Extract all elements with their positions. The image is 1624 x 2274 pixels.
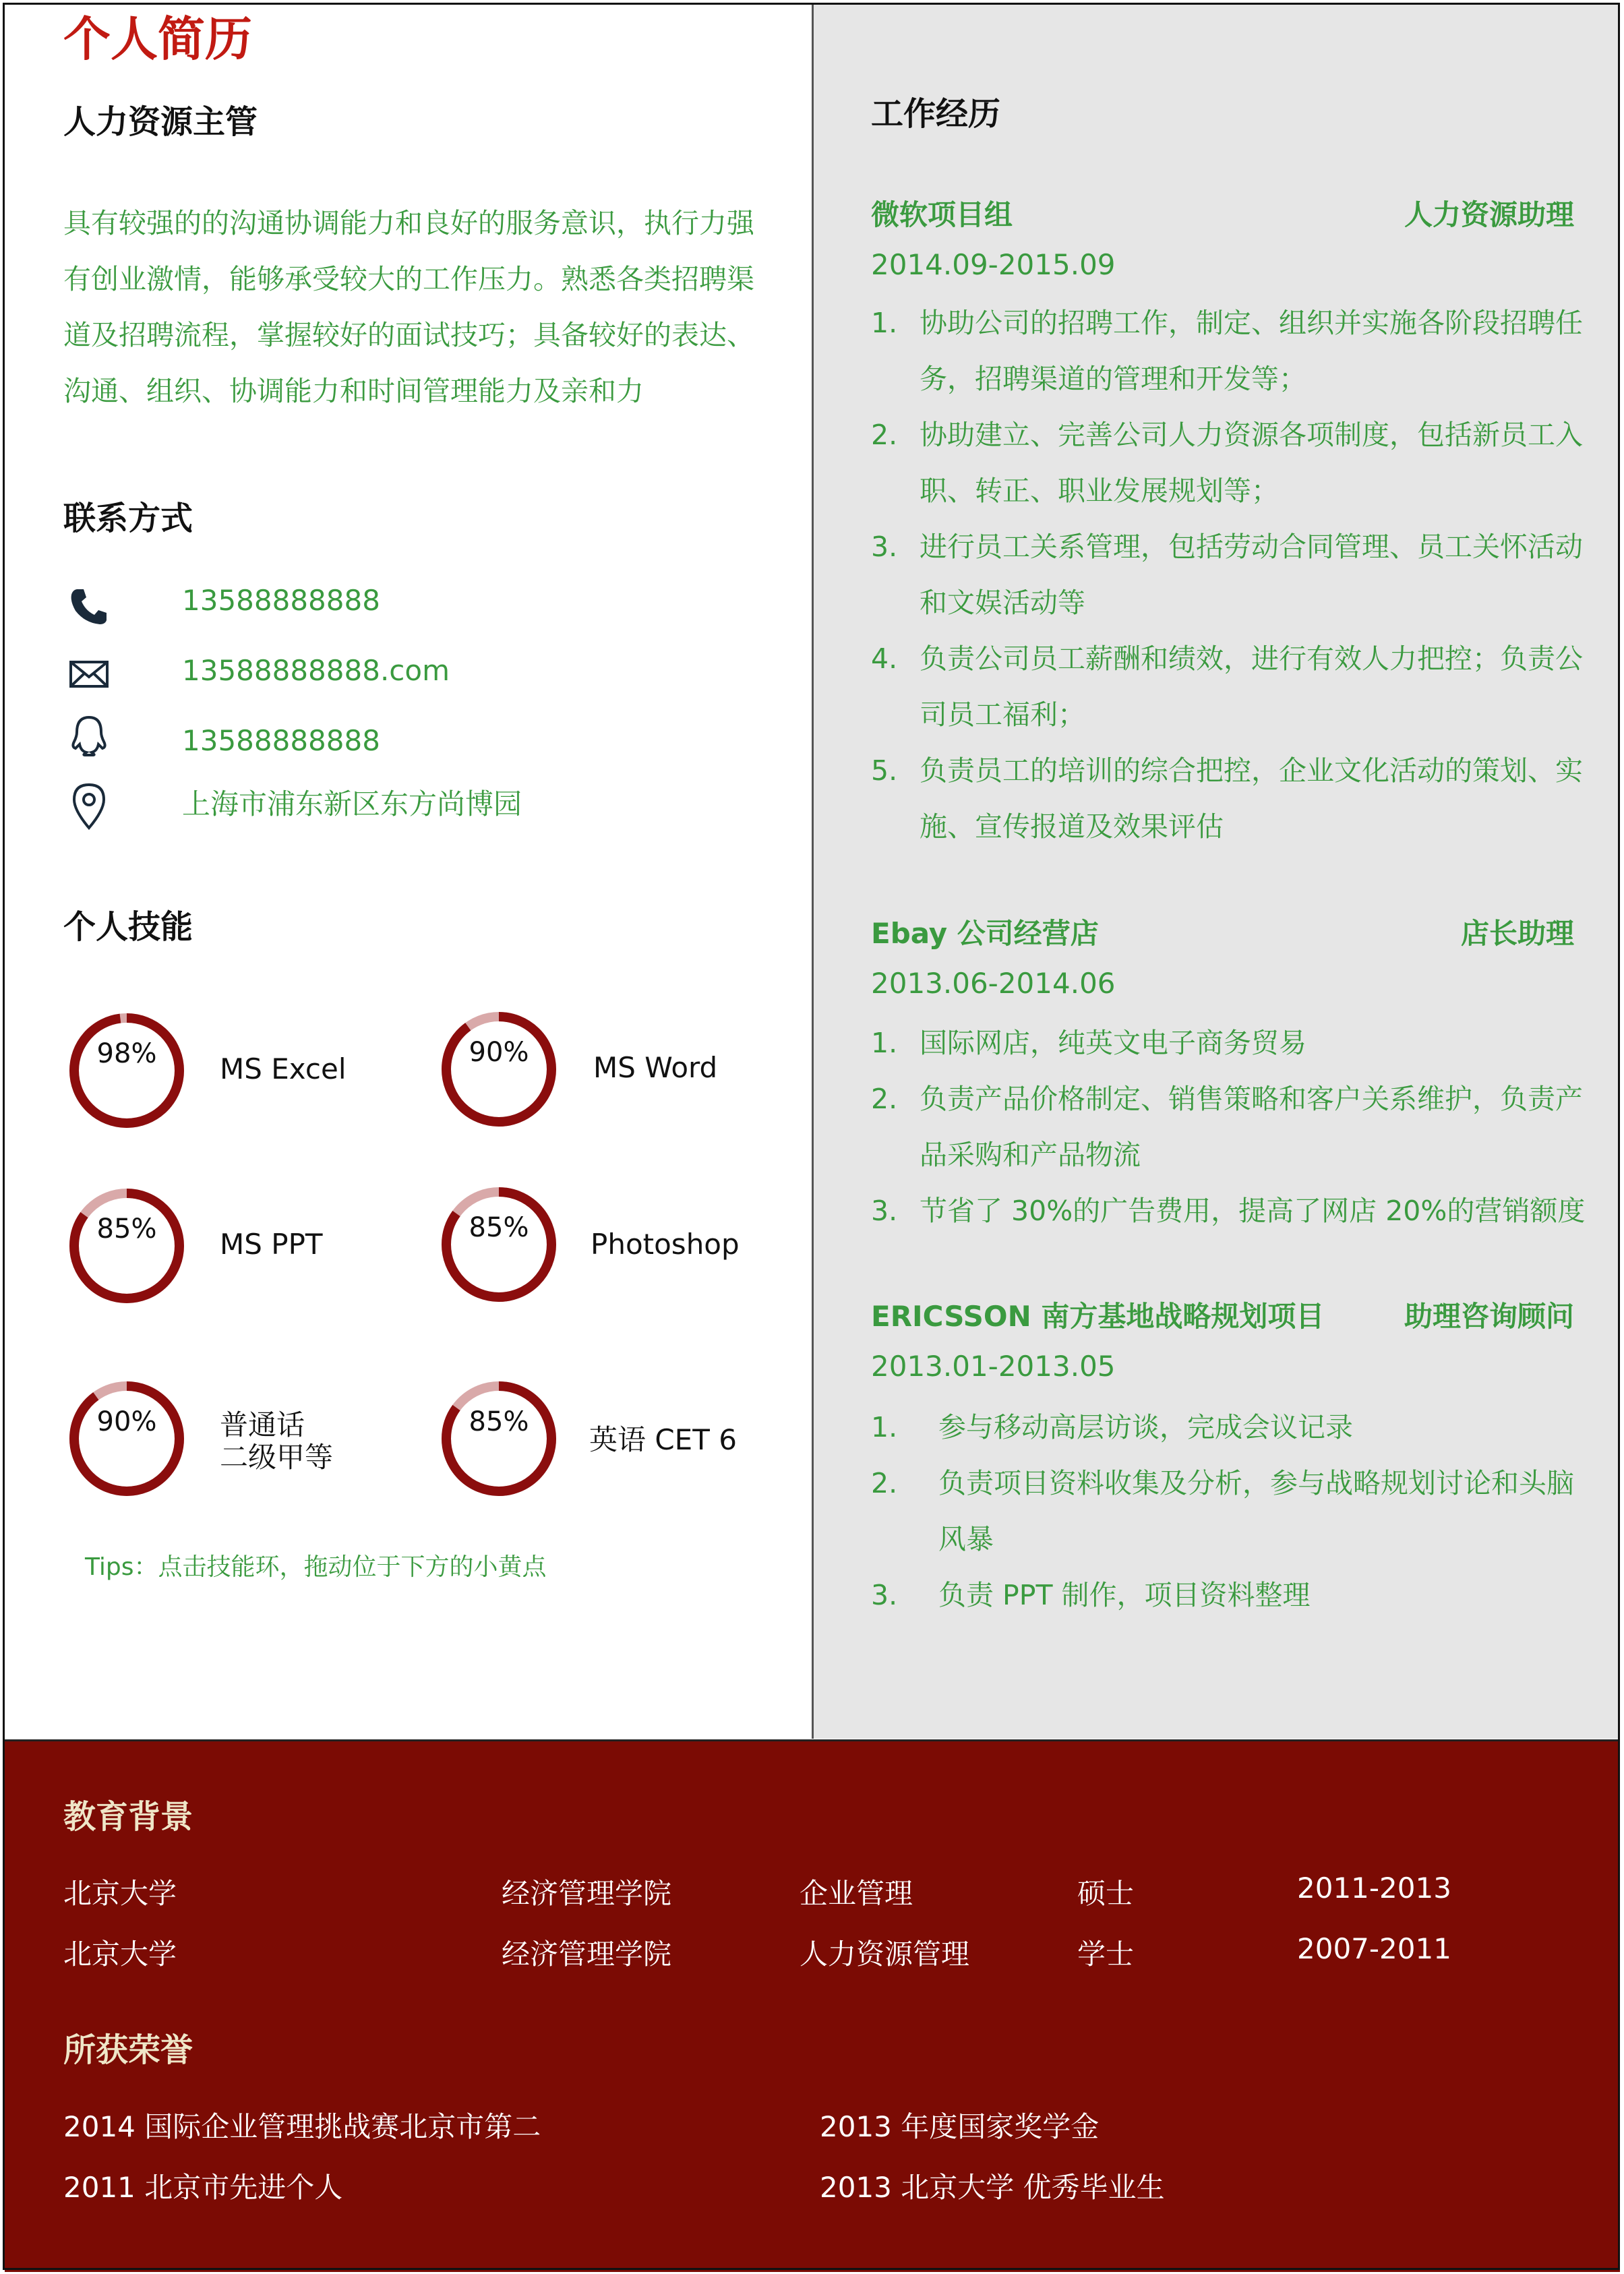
honor-item: 2014 国际企业管理挑战赛北京市第二 xyxy=(63,2110,541,2143)
location-pin-icon xyxy=(67,781,111,831)
job-date: 2013.01-2013.05 xyxy=(871,1350,1116,1383)
duty-item xyxy=(871,1015,1586,1071)
duty-text: 负责公司员工薪酬和绩效，进行有效人力把控；负责公司员工福利； xyxy=(920,642,1583,731)
duty-item xyxy=(871,1456,1586,1567)
skill-label xyxy=(591,1228,740,1261)
honor-item: 2013 北京大学 优秀毕业生 xyxy=(820,2171,1165,2204)
duty-number: 2. xyxy=(871,419,898,451)
duty-number: 1. xyxy=(871,307,898,339)
duty-item xyxy=(871,295,1586,407)
edu-years: 2011-2013 xyxy=(1297,1872,1451,1905)
honor-item: 2011 北京市先进个人 xyxy=(63,2171,343,2204)
duty-item xyxy=(871,631,1586,743)
duty-text: 协助建立、完善公司人力资源各项制度，包括新员工入职、转正、职业发展规划等； xyxy=(920,419,1583,507)
duty-number: 3. xyxy=(871,531,898,563)
skill-percent: 85% xyxy=(96,1214,157,1245)
skill-ring-progress xyxy=(74,1018,179,1123)
job-company: 微软项目组 xyxy=(871,198,1013,231)
contact-qq[interactable]: 13588888888 xyxy=(182,724,380,757)
duty-number: 4. xyxy=(871,642,898,675)
skills-tips: Tips：点击技能环，拖动位于下方的小黄点 xyxy=(85,1553,547,1581)
skill-label xyxy=(593,1052,717,1084)
job-company: ERICSSON 南方基地战略规划项目 xyxy=(871,1300,1325,1333)
edu-degree: 硕士 xyxy=(1077,1877,1135,1910)
phone-icon xyxy=(67,585,111,628)
duty-number: 5. xyxy=(871,754,898,787)
skill-label-line: MS Excel xyxy=(220,1052,347,1085)
duty-number: 1. xyxy=(871,1027,898,1059)
contact-address: 上海市浦东新区东方尚博园 xyxy=(182,787,522,820)
education-heading: 教育背景 xyxy=(63,1798,193,1836)
duty-number: 3. xyxy=(871,1195,898,1227)
duty-text: 节省了 30%的广告费用，提高了网店 20%的营销额度 xyxy=(920,1195,1586,1227)
skill-label-line: MS Word xyxy=(593,1051,718,1084)
job-duties xyxy=(871,295,1586,855)
self-summary: 具有较强的的沟通协调能力和良好的服务意识，执行力强有创业激情，能够承受较大的工作压力。熟悉各类招聘渠道及招聘流程，掌握较好的面试技巧；具备较好的表达、沟通、组织、协调能力和时间管理能力及亲和力 xyxy=(63,207,754,407)
duty-text: 负责产品价格制定、销售策略和客户关系维护，负责产品采购和产品物流 xyxy=(920,1083,1583,1171)
duty-text: 协助公司的招聘工作，制定、组织并实施各阶段招聘任务，招聘渠道的管理和开发等； xyxy=(920,307,1583,395)
duty-item xyxy=(871,1400,1586,1456)
position-title: 人力资源主管 xyxy=(63,103,258,141)
skill-percent: 85% xyxy=(469,1212,529,1243)
contact-phone[interactable]: 13588888888 xyxy=(182,584,380,617)
duty-item xyxy=(871,743,1586,855)
job-date: 2013.06-2014.06 xyxy=(871,967,1116,1000)
job-role: 助理咨询顾问 xyxy=(1404,1300,1574,1333)
job-duties xyxy=(871,1400,1586,1623)
skill-label-line: 普通话 xyxy=(220,1408,305,1441)
edu-major: 企业管理 xyxy=(800,1877,913,1910)
job-role: 店长助理 xyxy=(1460,917,1574,950)
duty-text: 国际网店，纯英文电子商务贸易 xyxy=(920,1027,1306,1059)
edu-degree: 学士 xyxy=(1077,1938,1135,1971)
duty-number: 2. xyxy=(871,1083,898,1115)
skill-label-line: Photoshop xyxy=(591,1228,740,1261)
skill-percent: 90% xyxy=(469,1037,529,1068)
duty-item xyxy=(871,1183,1586,1239)
skill-ring[interactable] xyxy=(437,1377,561,1501)
work-heading: 工作经历 xyxy=(871,95,1001,133)
skill-label-line: MS PPT xyxy=(220,1228,323,1261)
skill-ring[interactable] xyxy=(65,1377,189,1501)
skill-label xyxy=(589,1424,737,1456)
honor-item: 2013 年度国家奖学金 xyxy=(820,2110,1100,2143)
job-date: 2014.09-2015.09 xyxy=(871,248,1116,281)
job-company: Ebay 公司经营店 xyxy=(871,917,1099,950)
duty-number: 3. xyxy=(871,1579,898,1611)
mail-icon xyxy=(67,653,111,696)
duty-item xyxy=(871,519,1586,631)
duty-text: 负责 PPT 制作，项目资料整理 xyxy=(938,1579,1311,1611)
duty-item xyxy=(871,407,1586,519)
edu-college: 经济管理学院 xyxy=(502,1877,672,1910)
skill-percent: 98% xyxy=(96,1038,157,1069)
job-duties xyxy=(871,1015,1586,1239)
skill-label-line: 二级甲等 xyxy=(220,1441,334,1474)
skill-label xyxy=(220,1053,347,1085)
duty-item xyxy=(871,1567,1586,1623)
skill-ring[interactable] xyxy=(437,1007,561,1131)
edu-college: 经济管理学院 xyxy=(502,1938,672,1971)
honors-heading: 所获荣誉 xyxy=(63,2031,193,2069)
duty-number: 1. xyxy=(871,1411,898,1443)
duty-text: 参与移动高层访谈，完成会议记录 xyxy=(938,1411,1353,1443)
skill-percent: 85% xyxy=(469,1406,529,1437)
resume-title: 个人简历 xyxy=(63,11,252,67)
skill-label xyxy=(220,1409,333,1474)
skill-label-line: 英语 CET 6 xyxy=(589,1423,737,1456)
edu-major: 人力资源管理 xyxy=(800,1938,970,1971)
duty-item xyxy=(871,1071,1586,1183)
duty-number: 2. xyxy=(871,1467,898,1499)
duty-text: 负责员工的培训的综合把控，企业文化活动的策划、实施、宣传报道及效果评估 xyxy=(920,754,1583,843)
skills-heading: 个人技能 xyxy=(63,908,193,946)
duty-text: 负责项目资料收集及分析，参与战略规划讨论和头脑风暴 xyxy=(938,1467,1574,1555)
edu-school: 北京大学 xyxy=(63,1877,177,1910)
qq-icon xyxy=(67,715,111,758)
edu-school: 北京大学 xyxy=(63,1938,177,1971)
edu-years: 2007-2011 xyxy=(1297,1932,1451,1965)
skill-ring[interactable] xyxy=(437,1183,561,1307)
skill-ring[interactable] xyxy=(65,1009,189,1133)
skill-percent: 90% xyxy=(96,1406,157,1437)
contact-heading: 联系方式 xyxy=(63,500,193,537)
job-role: 人力资源助理 xyxy=(1404,198,1574,231)
contact-email[interactable]: 13588888888.com xyxy=(182,654,450,687)
skill-ring-progress xyxy=(446,1017,551,1122)
duty-text: 进行员工关系管理，包括劳动合同管理、员工关怀活动和文娱活动等 xyxy=(920,531,1583,619)
skill-label xyxy=(220,1228,323,1261)
skill-ring[interactable] xyxy=(65,1184,189,1308)
skill-ring-progress xyxy=(74,1386,179,1491)
